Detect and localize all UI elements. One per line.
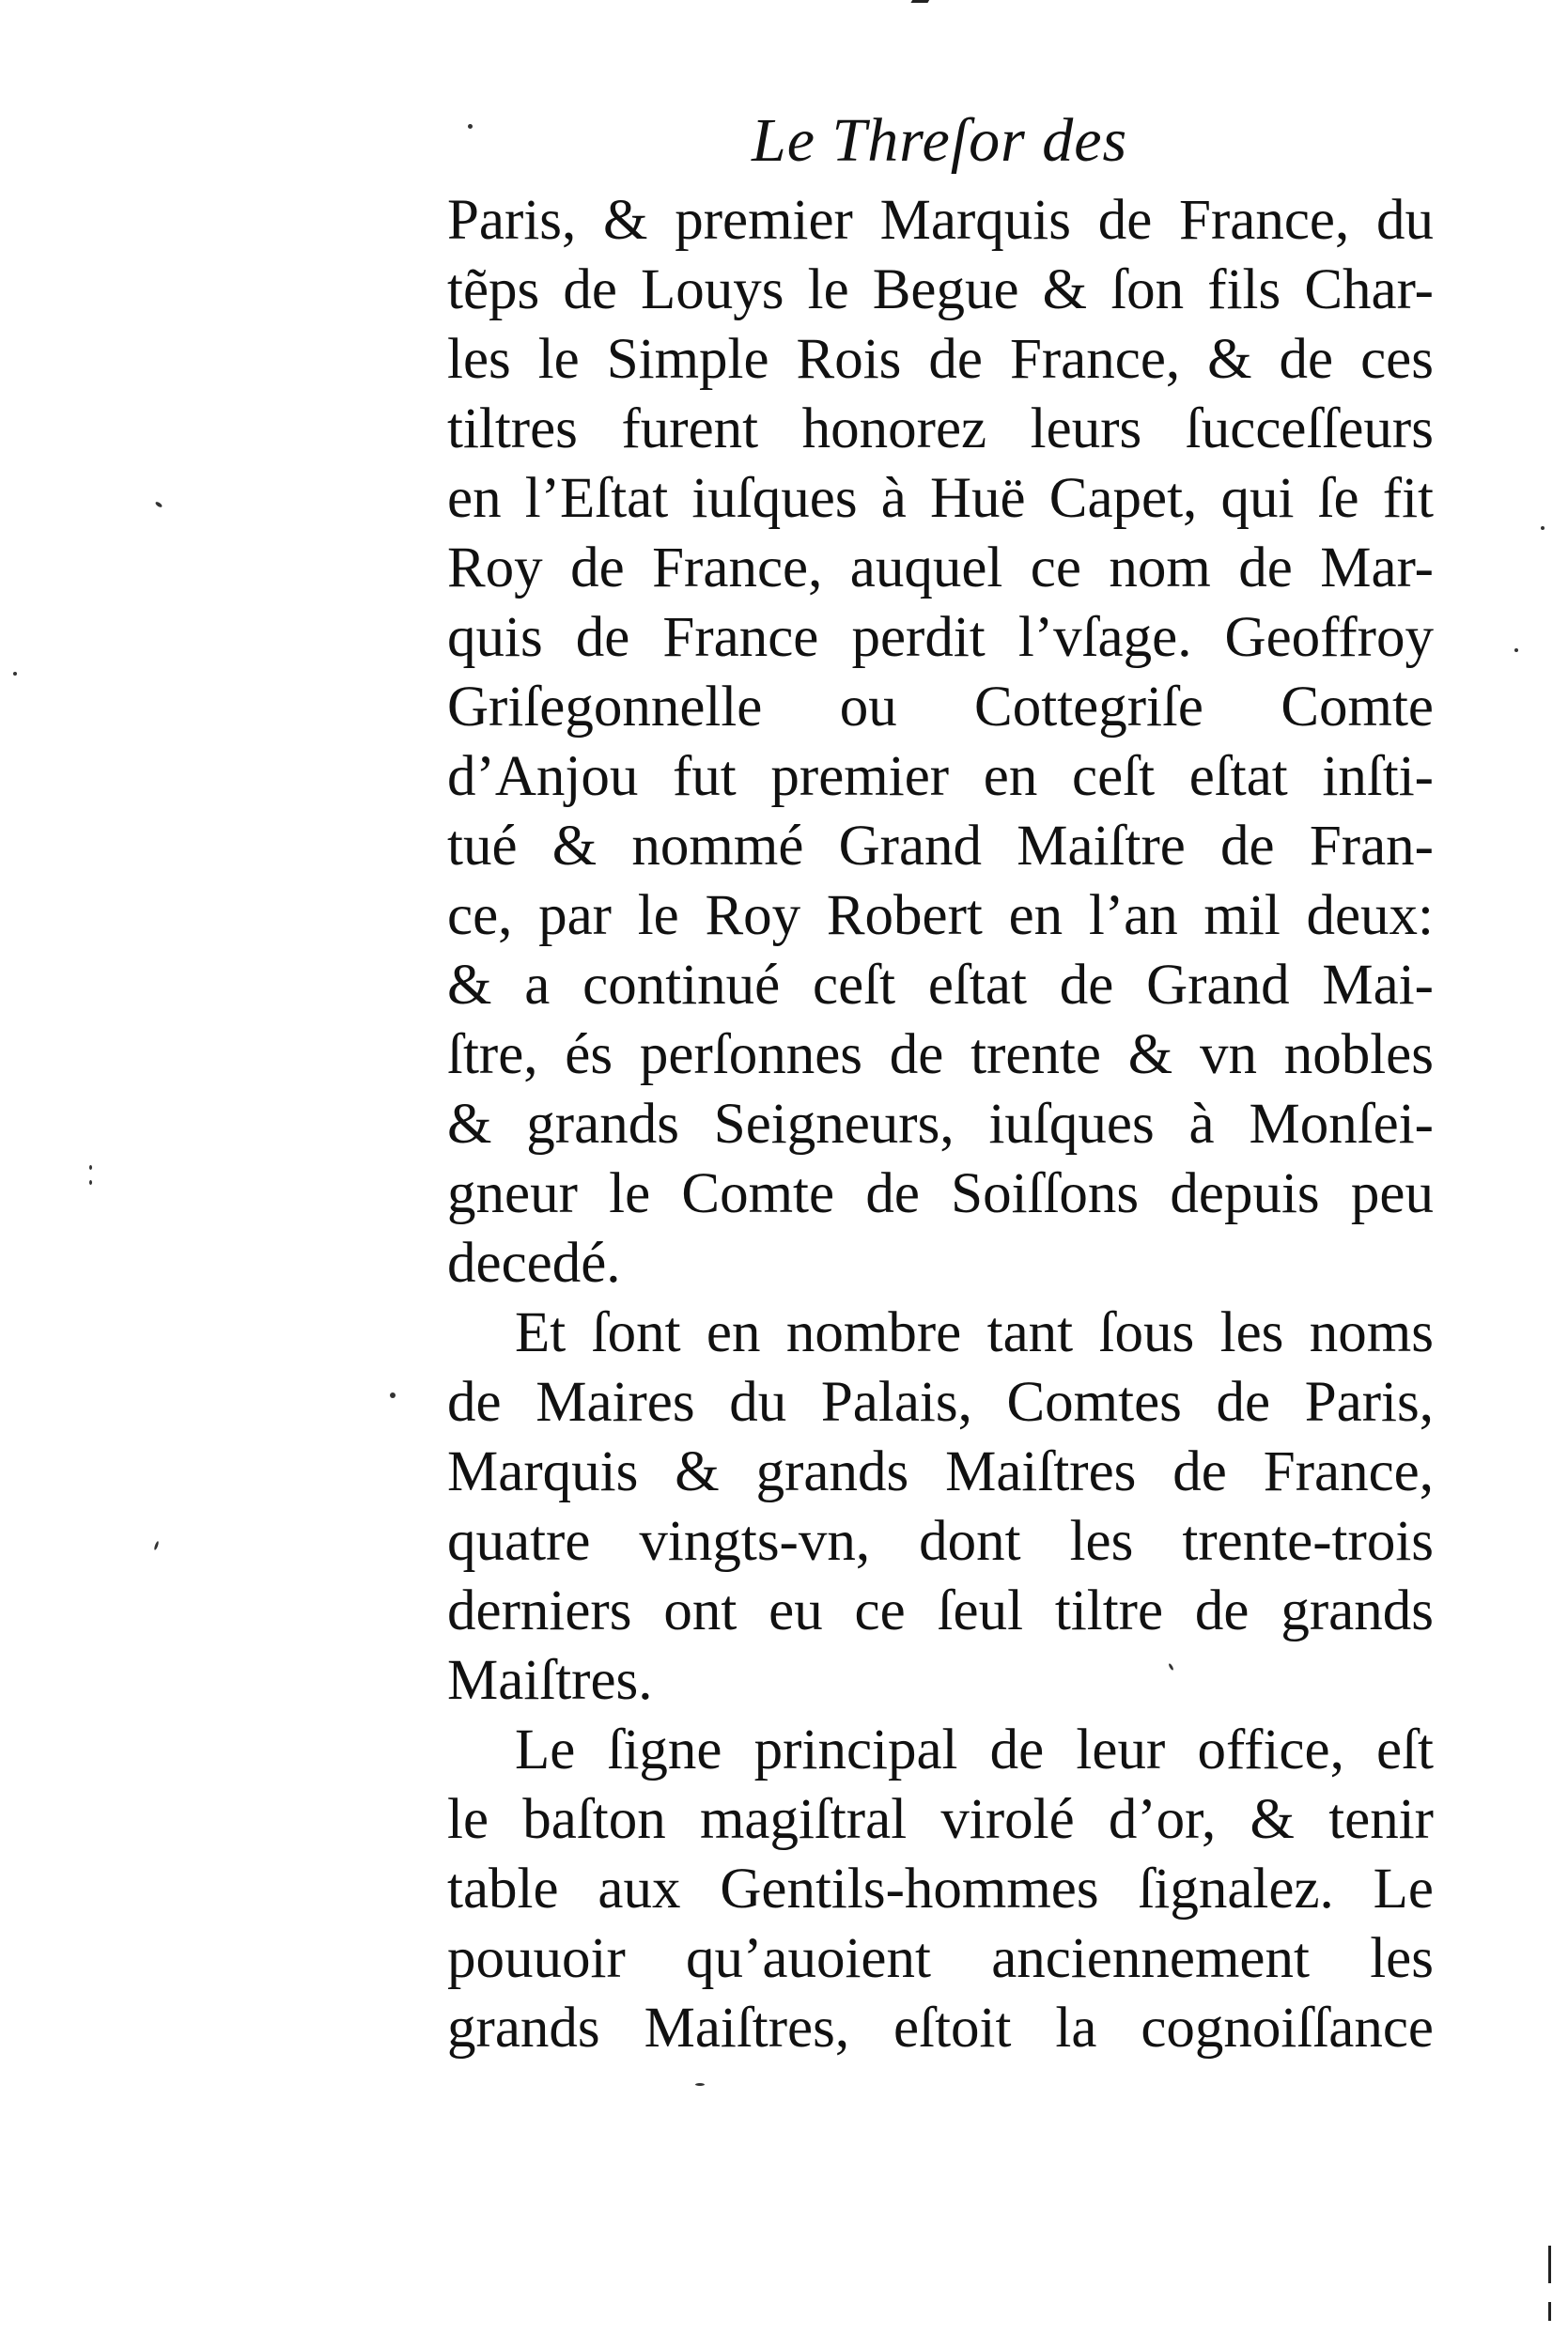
text-line: grands Maiſtres, eſtoit la cognoiſſance <box>447 1997 1434 2060</box>
scan-speck <box>1541 526 1545 530</box>
text-line: pouuoir qu’auoient anciennement les <box>447 1927 1434 1990</box>
text-line: tiltres furent honorez leurs ſucceſſeurs <box>447 397 1434 460</box>
text-line: Paris, & premier Marquis de France, du <box>447 189 1434 252</box>
text-line: derniers ont eu ce ſeul tiltre de grands <box>447 1579 1434 1642</box>
text-line: ce, par le Roy Robert en l’an mil deux: <box>447 884 1434 947</box>
running-head: Le Threſor des <box>752 106 1128 175</box>
text-line: Maiſtres. <box>447 1649 653 1712</box>
text-line: Marquis & grands Maiſtres de France, <box>447 1440 1434 1503</box>
text-line: & grands Seigneurs, iuſques à Monſei- <box>447 1093 1434 1156</box>
text-line: ſtre, és perſonnes de trente & vn nobles <box>447 1023 1434 1086</box>
text-line: quatre vingts-vn, dont les trente-trois <box>447 1510 1434 1573</box>
text-line: en l’Eſtat iuſques à Huë Capet, qui ſe fit <box>447 467 1434 530</box>
text-line: decedé. <box>447 1232 621 1295</box>
scan-speck <box>89 1180 92 1185</box>
text-line: gneur le Comte de Soiſſons depuis peu <box>447 1162 1434 1225</box>
scan-speck <box>390 1392 396 1398</box>
text-line: tẽps de Louys le Begue & ſon fils Char- <box>447 258 1434 321</box>
scan-speck <box>89 1165 92 1170</box>
scan-speck <box>1514 648 1518 652</box>
scan-speck <box>13 672 17 676</box>
text-line: les le Simple Rois de France, & de ces <box>447 328 1434 391</box>
text-line: Et ſont en nombre tant ſous les noms <box>515 1301 1434 1364</box>
text-line: quis de France perdit l’vſage. Geoffroy <box>447 606 1434 669</box>
scan-speck <box>695 2083 705 2086</box>
scan-speck <box>153 1541 159 1550</box>
top-edge-mark <box>907 0 929 10</box>
text-line: & a continué ceſt eſtat de Grand Mai- <box>447 954 1434 1017</box>
text-line: le baſton magiſtral virolé d’or, & tenir <box>447 1788 1434 1851</box>
text-line: tué & nommé Grand Maiſtre de Fran- <box>447 815 1434 878</box>
text-line: Griſegonnelle ou Cottegriſe Comte <box>447 676 1434 739</box>
text-line: Roy de France, auquel ce nom de Mar- <box>447 537 1434 599</box>
text-line: Le ſigne principal de leur office, eſt <box>515 1719 1434 1781</box>
binding-edge-mark <box>1548 2302 1551 2321</box>
text-line: table aux Gentils-hommes ſignalez. Le <box>447 1858 1434 1921</box>
text-line: d’Anjou fut premier en ceſt eſtat inſti- <box>447 745 1434 808</box>
binding-edge-mark <box>1548 2246 1551 2283</box>
body-text <box>447 186 1434 2063</box>
scan-speck <box>468 124 473 129</box>
text-line: de Maires du Palais, Comtes de Paris, <box>447 1371 1434 1434</box>
scan-speck <box>155 501 163 508</box>
